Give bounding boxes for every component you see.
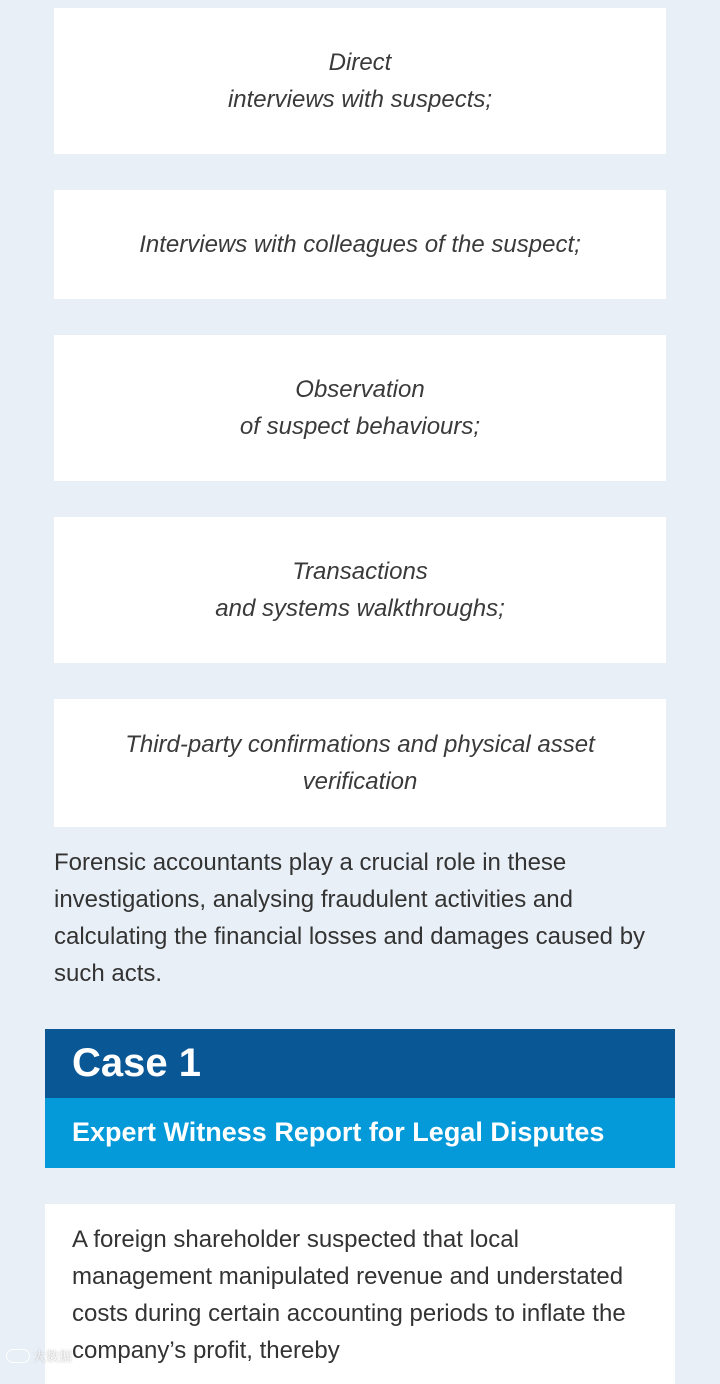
method-card-observation xyxy=(54,335,666,481)
method-card-text: Observation of suspect behaviours; xyxy=(239,376,481,440)
case-subheader xyxy=(45,1098,675,1168)
method-card-text: Transactions and systems walkthroughs; xyxy=(215,558,505,622)
method-card-colleague-interviews xyxy=(54,190,666,299)
case-title: Case 1 xyxy=(72,1041,201,1085)
watermark-logo-icon xyxy=(6,1349,30,1363)
case-header xyxy=(45,1029,675,1098)
watermark-text: 大数据 xyxy=(33,1349,73,1364)
watermark xyxy=(6,1346,72,1365)
case-body-text: A foreign shareholder suspected that local management manipulated revenue and understated costs during certain accounting periods to inflate the company’s profit, thereby xyxy=(72,1226,626,1364)
method-card-walkthroughs xyxy=(54,517,666,663)
body-paragraph: Forensic accountants play a crucial role in these investigations, analysing fraudulent activities and calculating the financial losses and damages caused by such acts. xyxy=(54,849,646,987)
method-card-confirmations xyxy=(54,699,666,827)
method-card-text: Direct interviews with suspects; xyxy=(227,49,493,113)
method-card-direct-interviews xyxy=(54,8,666,154)
case-body-card xyxy=(45,1204,675,1384)
method-card-text: Interviews with colleagues of the suspect; xyxy=(139,231,581,258)
case-subtitle: Expert Witness Report for Legal Disputes xyxy=(72,1117,605,1147)
method-card-text: Third-party confirmations and physical asset verification xyxy=(125,731,595,795)
